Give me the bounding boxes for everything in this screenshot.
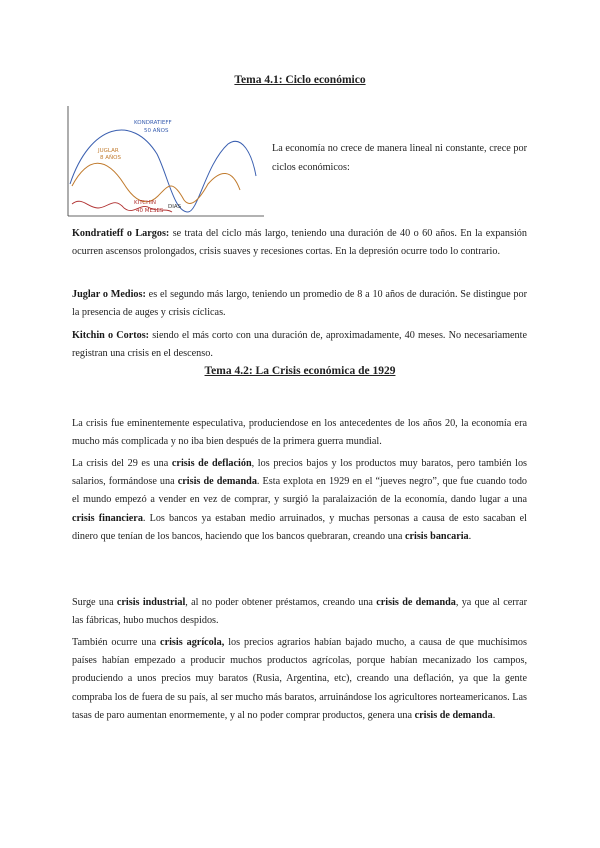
crisis-paragraph-3 [72,594,527,630]
p2-text-i: . [468,530,472,542]
p2-text-g: . Los bancos ya estaban medio arruinados, y muchas personas a causa de esto sacaban el dinero que tenían de los bancos, haciendo que los bancos quebraran, creando una [72,512,527,542]
juglar-curve [72,163,240,203]
p2-text-c: , los precios bajos y los productos muy baratos, pero también los salarios, formándose una [72,458,528,488]
crisis-paragraph-4 [72,634,527,725]
kondratieff-curve [70,130,256,212]
crisis-paragraph-1: La crisis fue eminentemente especulativa, produciendose en los antecedentes de los años 20, la economía era mucho más complicada y no iba bien después de la primera guerra mundial. [72,418,527,448]
kitchin-months-label: 40 MESES [136,208,164,214]
p3-text-c: , al no poder obtener préstamos, creando una [185,597,377,608]
p4-text-a: También ocurre una [72,637,161,648]
term-crisis-agricola: crisis agrícola, [160,637,225,648]
juglar-term: Juglar o Medios: [72,289,146,300]
cycle-intro-text: La economía no crece de manera lineal ni constante, crece por ciclos económicos: [272,143,527,173]
juglar-text: es el segundo más largo, teniendo un promedio de 8 a 10 años de duración. Se distingue por la presencia de auges y crisis cíclicas. [72,289,528,319]
p3-text-a: Surge una [72,597,117,608]
juglar-label: JUGLAR [98,148,119,154]
p2-text-a: La crisis del 29 es una [72,458,172,469]
kondratieff-paragraph [72,225,527,261]
term-crisis-bancaria: crisis bancaria [404,530,469,542]
p4-text-e: . [492,709,496,721]
section-title-ciclo: Tema 4.1: Ciclo económico [234,74,366,86]
kondratieff-label: KONDRATIEFF [134,120,172,126]
kitchin-text: siendo el más corto con una duración de, aproximadamente, 40 meses. No necesariamente registran una crisis en el descenso. [72,330,527,360]
term-crisis-industrial: crisis industrial [116,597,186,608]
juglar-years-label: 8 AÑOS [100,155,121,161]
juglar-paragraph [72,286,527,322]
p3-text-e: , ya que al cerrar las fábricas, hubo muchos despidos. [72,597,528,627]
kitchin-paragraph [72,327,527,363]
p2-text-e: . Esta explota en 1929 en el “jueves negro”, que fue cuando todo el mundo empezó a vender en vez de comprar, y surgió la paralaización de la economía, dando lugar a una [72,476,528,506]
crisis-paragraph-2 [72,455,527,546]
kondratieff-years-label: 50 AÑOS [144,128,169,134]
term-crisis-deflacion: crisis de deflación [171,458,252,469]
term-crisis-demanda-2: crisis de demanda [376,597,456,608]
section-title-crisis-1929: Tema 4.2: La Crisis económica de 1929 [204,365,396,377]
business-cycle-chart [62,104,266,222]
term-crisis-demanda: crisis de demanda [177,476,257,488]
kitchin-label: KITCHIN [134,200,156,206]
term-crisis-demanda-3: crisis de demanda [414,709,493,721]
p4-text-c: los precios agrarios habían bajado mucho, a causa de que muchísimos países habían empezado a producir muchos productos agrícolas, porque habían mecanizado los campos, produciendo a unos precios muy baratos (Rusia, Argentina, etc), creando una deflación, ya que la gente compraba los de fuera de su país, al ser mucho más baratos, arruinándose los agricultores norteamericanos. Las tasas de paro aumentan enormemente, y al no poder comprar productos, genera una [72,637,527,721]
kondratieff-text: se trata del ciclo más largo, teniendo una duración de 40 o 60 años. En la expansión ocurren ascensos prolongados, crisis suaves y recesiones cortas. En la depresión ocurre todo lo contrario. [72,228,527,258]
kondratieff-term: Kondratieff o Largos: [72,228,170,239]
marker-label: DIAS [168,204,182,210]
kitchin-term: Kitchin o Cortos: [72,330,150,341]
term-crisis-financiera: crisis financiera [72,512,143,524]
